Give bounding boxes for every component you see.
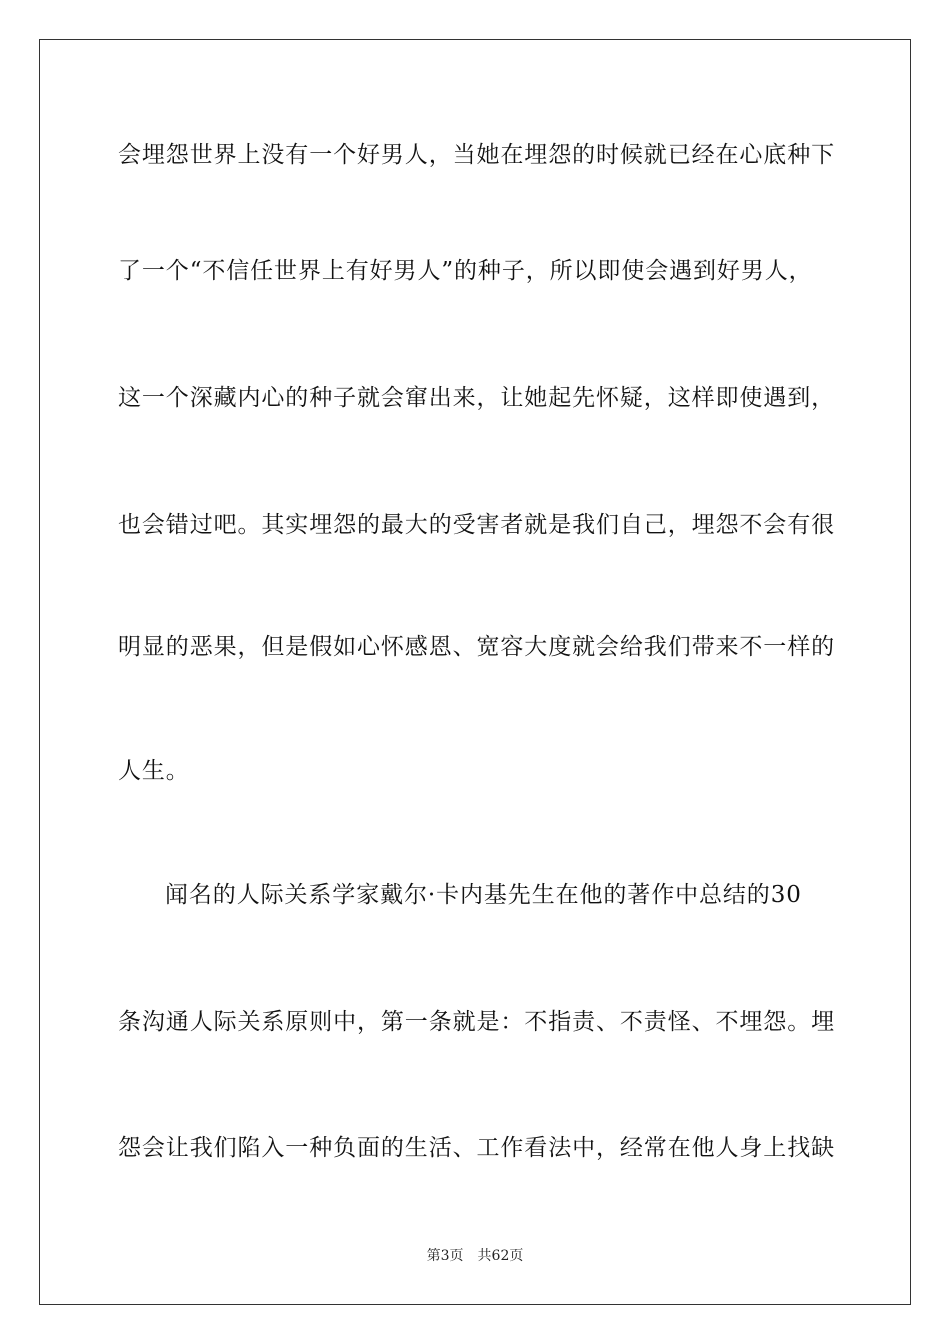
page-border <box>39 39 911 1305</box>
paragraph-line-6: 人生。 <box>118 758 190 784</box>
page-footer <box>0 1247 950 1265</box>
page-number: 第3页 <box>426 1248 464 1264</box>
paragraph-line-5: 明显的恶果，但是假如心怀感恩、宽容大度就会给我们带来不一样的 <box>118 634 835 660</box>
paragraph-line-3: 这一个深藏内心的种子就会窜出来，让她起先怀疑，这样即使遇到， <box>118 385 835 411</box>
paragraph-line-9: 怨会让我们陷入一种负面的生活、工作看法中，经常在他人身上找缺 <box>118 1135 835 1161</box>
paragraph-line-1: 会埋怨世界上没有一个好男人，当她在埋怨的时候就已经在心底种下 <box>118 142 835 168</box>
paragraph-line-8: 条沟通人际关系原则中，第一条就是：不指责、不责怪、不埋怨。埋 <box>118 1009 835 1035</box>
paragraph-line-4: 也会错过吧。其实埋怨的最大的受害者就是我们自己，埋怨不会有很 <box>118 512 835 538</box>
paragraph-line-2: 了一个“不信任世界上有好男人”的种子，所以即使会遇到好男人， <box>118 258 813 284</box>
page-total: 共62页 <box>477 1248 524 1264</box>
paragraph-line-7: 闻名的人际关系学家戴尔·卡内基先生在他的著作中总结的30 <box>165 882 802 908</box>
